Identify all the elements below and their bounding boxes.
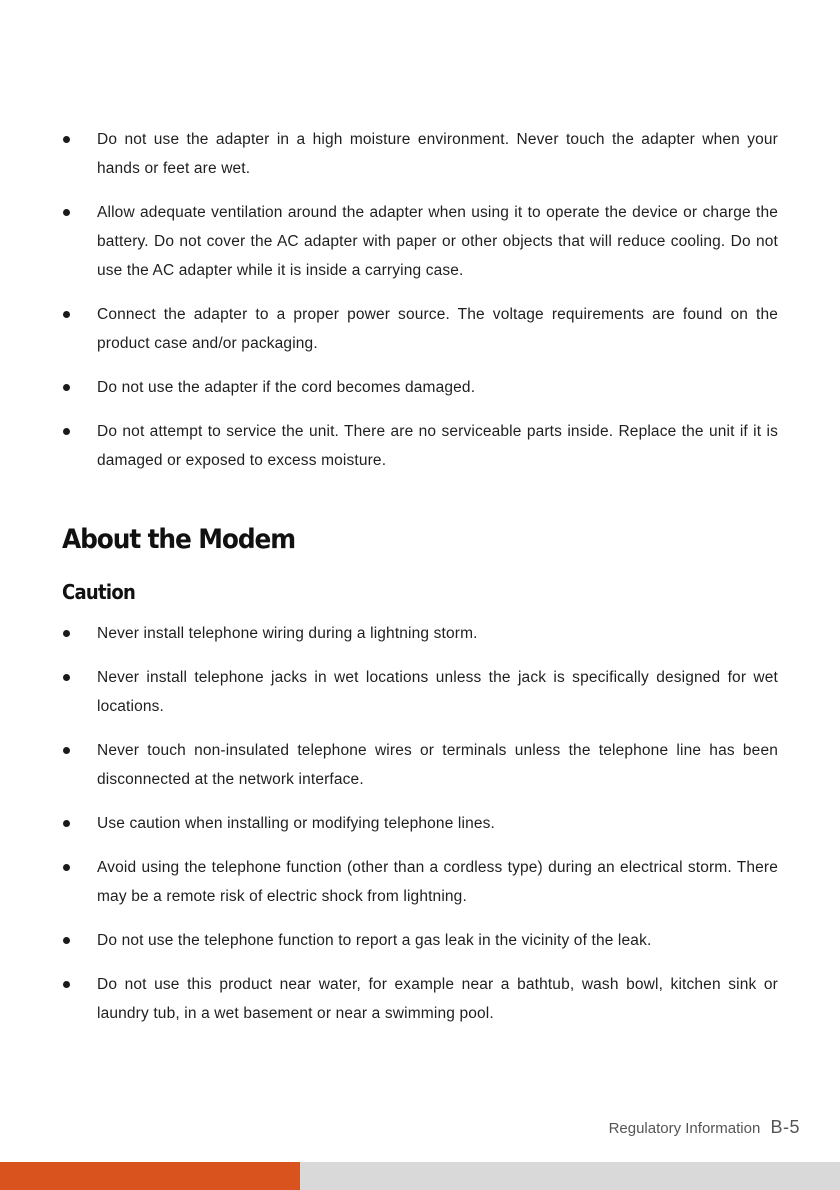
list-item-text: Do not use this product near water, for example near a bathtub, wash bowl, kitchen sink or laundry tub, in a wet basement or near a swimming pool. bbox=[97, 976, 778, 1022]
list-item bbox=[62, 809, 778, 838]
bullet-icon bbox=[63, 384, 70, 391]
list-item bbox=[62, 970, 778, 1028]
list-item-text: Do not attempt to service the unit. There are no serviceable parts inside. Replace the unit if it is damaged or exposed to excess moisture. bbox=[97, 423, 778, 469]
list-item-text: Never install telephone jacks in wet locations unless the jack is specifically designed for wet locations. bbox=[97, 669, 778, 715]
list-item bbox=[62, 125, 778, 183]
footer-label: Regulatory Information bbox=[608, 1120, 761, 1137]
footer-accent-bar bbox=[0, 1162, 300, 1190]
list-item-text: Connect the adapter to a proper power source. The voltage requirements are found on the product case and/or packaging. bbox=[97, 306, 778, 352]
page-footer bbox=[609, 1117, 800, 1138]
bullet-icon bbox=[63, 630, 70, 637]
list-item bbox=[62, 417, 778, 475]
list-item-text: Avoid using the telephone function (other than a cordless type) during an electrical storm. There may be a remote risk of electric shock from lightning. bbox=[97, 859, 778, 905]
bullet-icon bbox=[63, 747, 70, 754]
bullet-icon bbox=[63, 864, 70, 871]
bullet-icon bbox=[63, 136, 70, 143]
section-title: About the Modem bbox=[62, 524, 296, 555]
list-item bbox=[62, 198, 778, 285]
modem-caution-list bbox=[62, 619, 778, 1043]
list-item-text: Never install telephone wiring during a lightning storm. bbox=[97, 625, 478, 642]
list-item bbox=[62, 853, 778, 911]
bullet-icon bbox=[63, 209, 70, 216]
list-item-text: Do not use the adapter if the cord becomes damaged. bbox=[97, 379, 476, 396]
list-item bbox=[62, 663, 778, 721]
list-item bbox=[62, 373, 778, 402]
list-item-text: Never touch non-insulated telephone wires or terminals unless the telephone line has been disconnected at the network interface. bbox=[97, 742, 778, 788]
list-item-text: Do not use the adapter in a high moisture environment. Never touch the adapter when your hands or feet are wet. bbox=[97, 131, 778, 177]
adapter-safety-list bbox=[62, 125, 778, 490]
list-item bbox=[62, 300, 778, 358]
bullet-icon bbox=[63, 674, 70, 681]
subsection-title: Caution bbox=[62, 580, 136, 604]
bullet-icon bbox=[63, 981, 70, 988]
list-item bbox=[62, 736, 778, 794]
list-item-text: Allow adequate ventilation around the adapter when using it to operate the device or charge the battery. Do not cover the AC adapter with paper or other objects that will reduce cooling. Do not use the AC adapter while it is inside a carrying case. bbox=[97, 204, 778, 279]
list-item-text: Do not use the telephone function to report a gas leak in the vicinity of the leak. bbox=[97, 932, 652, 949]
list-item bbox=[62, 926, 778, 955]
page-number: B-5 bbox=[770, 1117, 800, 1137]
footer-bar bbox=[0, 1162, 840, 1190]
bullet-icon bbox=[63, 820, 70, 827]
bullet-icon bbox=[63, 937, 70, 944]
list-item bbox=[62, 619, 778, 648]
bullet-icon bbox=[63, 311, 70, 318]
list-item-text: Use caution when installing or modifying telephone lines. bbox=[97, 815, 496, 832]
bullet-icon bbox=[63, 428, 70, 435]
